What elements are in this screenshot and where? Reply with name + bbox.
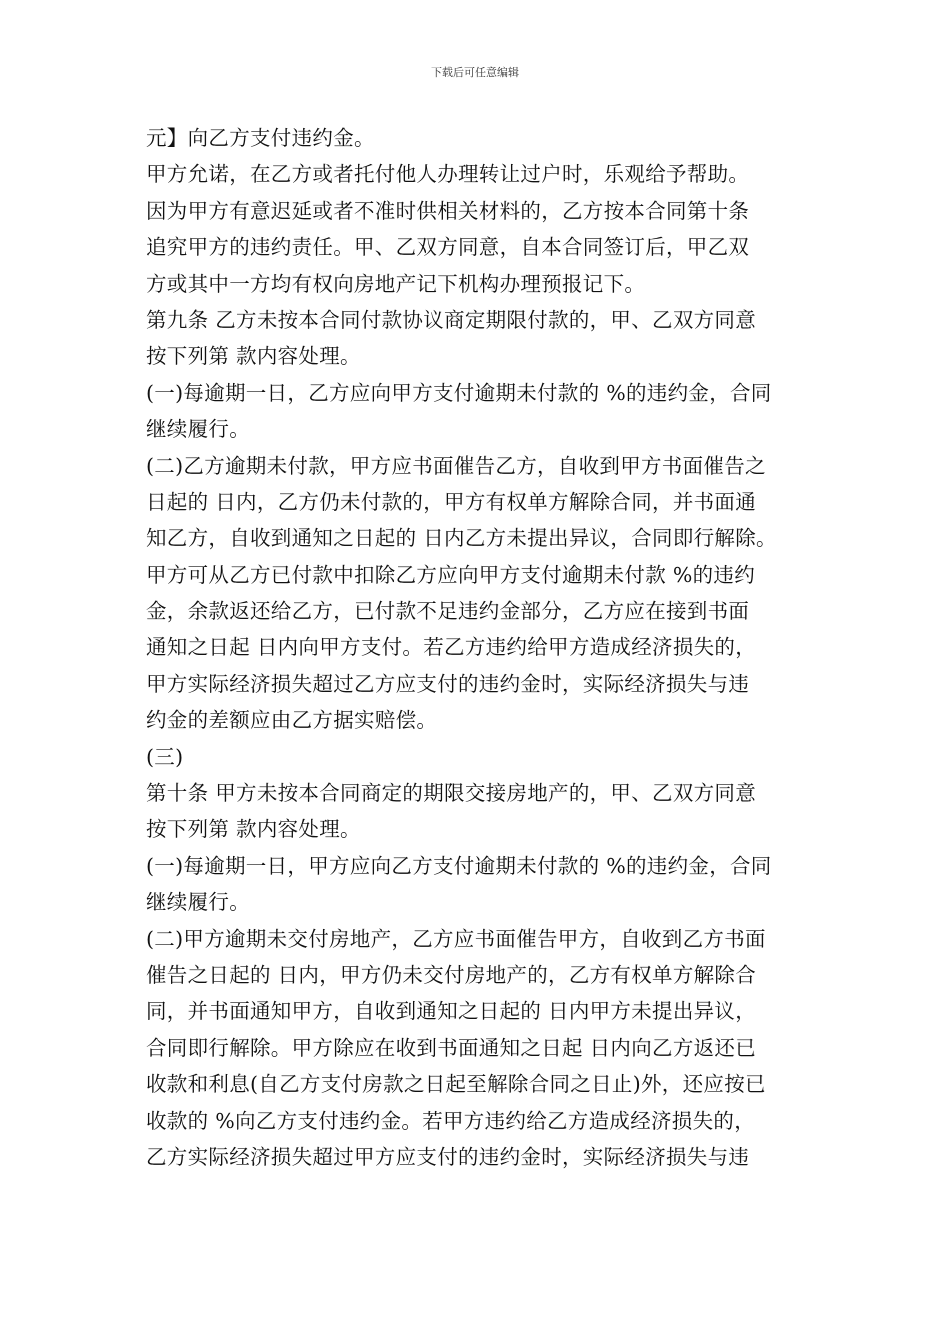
text-line: 知乙方，自收到通知之日起的 日内乙方未提出异议，合同即行解除。 [146,526,777,551]
text-line: 第十条 甲方未按本合同商定的期限交接房地产的，甲、乙双方同意 [146,781,757,806]
text-line: (一)每逾期一日，甲方应向乙方支付逾期未付款的 %的违约金，合同 [146,853,772,878]
text-line: 合同即行解除。甲方除应在收到书面通知之日起 日内向乙方返还已 [146,1035,757,1060]
text-line: 按下列第 款内容处理。 [146,817,361,842]
text-line: (二)甲方逾期未交付房地产，乙方应书面催告甲方，自收到乙方书面 [146,926,766,951]
text-line: 乙方实际经济损失超过甲方应支付的违约金时，实际经济损失与违 [146,1144,750,1169]
text-line: 甲方可从乙方已付款中扣除乙方应向甲方支付逾期未付款 %的违约 [146,562,755,587]
text-line: 追究甲方的违约责任。甲、乙双方同意，自本合同签订后，甲乙双 [146,235,750,260]
text-line: (三) [146,744,184,769]
text-line: 继续履行。 [146,890,250,915]
text-line: 日起的 日内，乙方仍未付款的，甲方有权单方解除合同，并书面通 [146,489,757,514]
text-line: 方或其中一方均有权向房地产记下机构办理预报记下。 [146,271,646,296]
text-line: (一)每逾期一日，乙方应向甲方支付逾期未付款的 %的违约金，合同 [146,380,772,405]
text-line: 甲方实际经济损失超过乙方应支付的违约金时，实际经济损失与违 [146,671,750,696]
text-line: (二)乙方逾期未付款，甲方应书面催告乙方，自收到甲方书面催告之 [146,453,766,478]
text-line: 同，并书面通知甲方，自收到通知之日起的 日内甲方未提出异议， [146,999,757,1024]
text-line: 催告之日起的 日内，甲方仍未交付房地产的，乙方有权单方解除合 [146,962,757,987]
text-line: 继续履行。 [146,417,250,442]
text-line: 收款的 %向乙方支付违约金。若甲方违约给乙方造成经济损失的， [146,1108,755,1133]
text-line: 通知之日起 日内向甲方支付。若乙方违约给甲方造成经济损失的， [146,635,757,660]
page-header: 下载后可任意编辑 [431,66,519,79]
text-line: 因为甲方有意迟延或者不准时供相关材料的，乙方按本合同第十条 [146,198,750,223]
text-line: 金，余款返还给乙方，已付款不足违约金部分，乙方应在接到书面 [146,599,750,624]
text-line: 甲方允诺，在乙方或者托付他人办理转让过户时，乐观给予帮助。 [146,162,750,187]
document-body [146,120,816,1175]
text-line: 第九条 乙方未按本合同付款协议商定期限付款的，甲、乙双方同意 [146,307,757,332]
text-line: 约金的差额应由乙方据实赔偿。 [146,708,438,733]
text-line: 按下列第 款内容处理。 [146,344,361,369]
text-line: 元】向乙方支付违约金。 [146,126,375,150]
text-line: 收款和利息(自乙方支付房款之日起至解除合同之日止)外，还应按已 [146,1072,766,1097]
